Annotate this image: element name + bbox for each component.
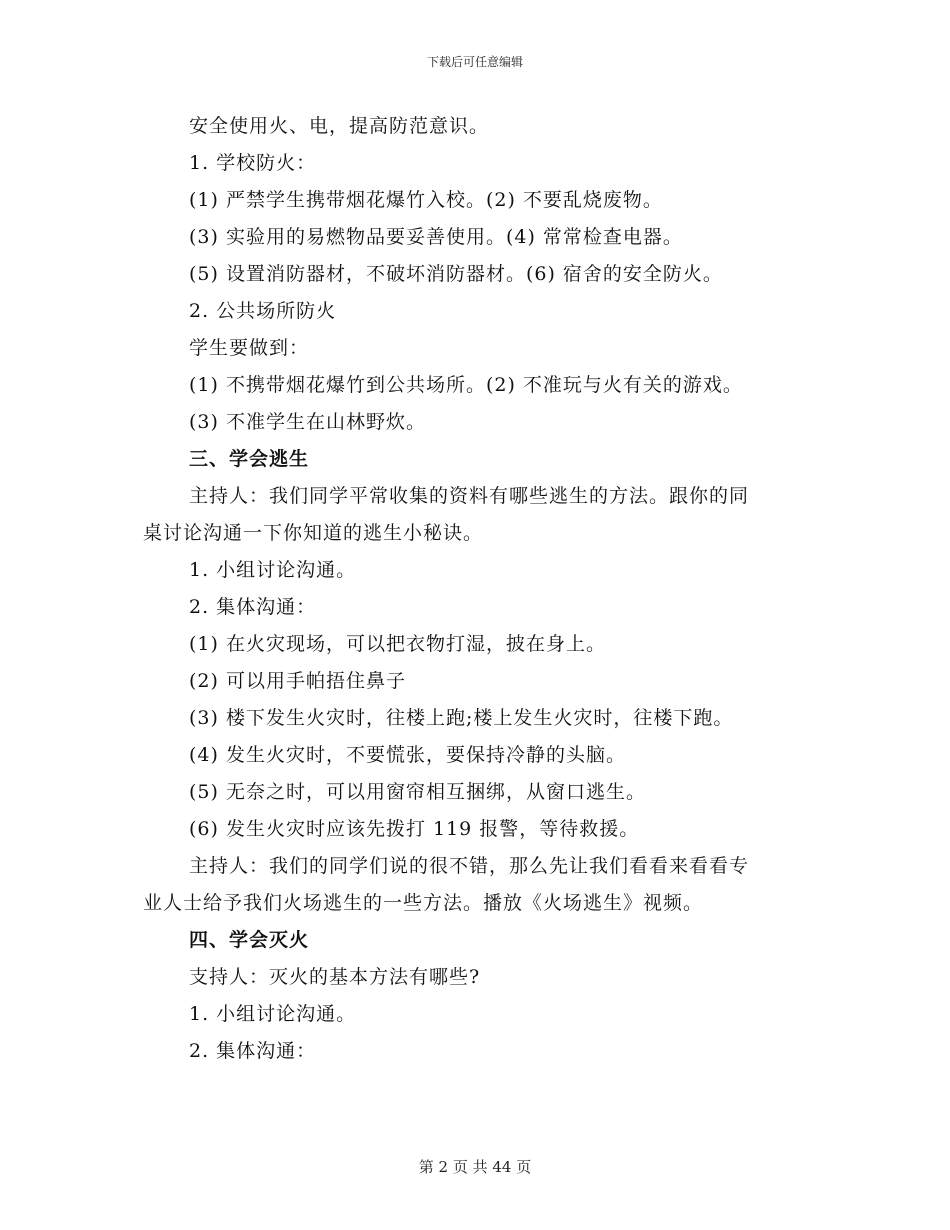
paragraph-line: 支持人：灭火的基本方法有哪些? <box>189 966 481 988</box>
section-heading: 四、学会灭火 <box>189 929 310 951</box>
paragraph-line: (5) 无奈之时，可以用窗帘相互捆绑，从窗口逃生。 <box>189 781 646 803</box>
paragraph-line: 1. 学校防火： <box>189 152 317 174</box>
paragraph-line: (1) 严禁学生携带烟花爆竹入校。(2) 不要乱烧废物。 <box>189 189 663 211</box>
paragraph-line: 1. 小组讨论沟通。 <box>189 1003 357 1025</box>
paragraph-line: (3) 不准学生在山林野炊。 <box>189 411 426 433</box>
paragraph-line: (6) 发生火灾时应该先拨打 119 报警，等待救援。 <box>189 818 640 840</box>
paragraph-line: 2. 集体沟通： <box>189 1040 317 1062</box>
paragraph-line: (2) 可以用手帕捂住鼻子 <box>189 670 406 692</box>
paragraph-line: (3) 楼下发生火灾时，往楼上跑;楼上发生火灾时，往楼下跑。 <box>189 707 734 729</box>
paragraph-line: (5) 设置消防器材，不破坏消防器材。(6) 宿舍的安全防火。 <box>189 263 723 285</box>
section-heading: 三、学会逃生 <box>189 448 310 470</box>
paragraph-line: (4) 发生火灾时，不要慌张，要保持冷静的头脑。 <box>189 744 626 766</box>
paragraph-line: 1. 小组讨论沟通。 <box>189 559 357 581</box>
paragraph-continuation: 桌讨论沟通一下你知道的逃生小秘诀。 <box>143 522 484 544</box>
document-body <box>143 108 807 1070</box>
paragraph-line: (1) 在火灾现场，可以把衣物打湿，披在身上。 <box>189 633 606 655</box>
paragraph-line: 2. 集体沟通： <box>189 596 317 618</box>
paragraph-line: (3) 实验用的易燃物品要妥善使用。(4) 常常检查电器。 <box>189 226 683 248</box>
paragraph-line: (1) 不携带烟花爆竹到公共场所。(2) 不准玩与火有关的游戏。 <box>189 374 743 396</box>
paragraph-line: 学生要做到： <box>189 337 310 359</box>
paragraph-line: 安全使用火、电，提高防范意识。 <box>189 115 490 137</box>
paragraph-line: 主持人：我们同学平常收集的资料有哪些逃生的方法。跟你的同 <box>189 485 750 507</box>
paragraph-line: 主持人：我们的同学们说的很不错，那么先让我们看看来看看专 <box>189 855 750 877</box>
paragraph-continuation: 业人士给予我们火场逃生的一些方法。播放《火场逃生》视频。 <box>143 892 704 914</box>
page-footer: 第 2 页 共 44 页 <box>418 1158 532 1176</box>
paragraph-line: 2. 公共场所防火 <box>189 300 337 322</box>
page-header: 下载后可任意编辑 <box>426 55 523 69</box>
